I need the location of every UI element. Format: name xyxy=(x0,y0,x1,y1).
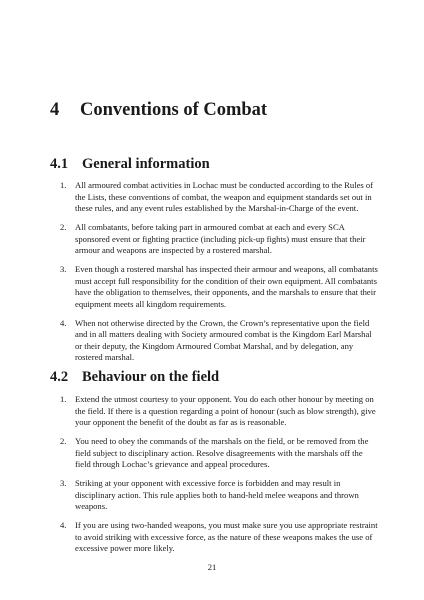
list-item xyxy=(50,478,380,513)
list-item-text: When not otherwise directed by the Crown, the Crown’s representative upon the field and in all matters dealing with Society armoured combat is the Kingdom Earl Marshal or their deputy, the Kingdom Armoured Combat Marshal, and by delegation, any rostered marshal. xyxy=(75,317,372,363)
list-item-marker: 1. xyxy=(60,180,67,190)
list-item-marker: 2. xyxy=(60,435,67,446)
list-item-text: Even though a rostered marshal has inspected their armour and weapons, all combatants must accept full responsibility for the condition of their own equipment. All combatants have the obligation to themselves, their opponents, and the marshals to ensure that their equipment meets all kingdom requirements. xyxy=(75,263,378,309)
section-title: Behaviour on the field xyxy=(82,369,220,385)
chapter-title: Conventions of Combat xyxy=(80,100,268,120)
list-item-marker: 2. xyxy=(60,221,67,232)
list-item xyxy=(50,180,380,215)
general-information-list xyxy=(50,180,380,371)
list-item-text: Striking at your opponent with excessive force is forbidden and may result in disciplinary action. This rule applies both to hand-held melee weapons and thrown weapons. xyxy=(75,477,359,512)
list-item-marker: 4. xyxy=(60,317,67,328)
list-item-text: If you are using two-handed weapons, you must make sure you use appropriate restraint to avoid striking with excessive force, as the nature of these weapons makes the use of excessive power more likely. xyxy=(75,519,378,554)
list-item-text: All armoured combat activities in Lochac must be conducted according to the Rules of the Lists, these conventions of combat, the weapon and equipment standards set out in these rules, and any event rules established by the Marshal-in-Charge of the event. xyxy=(75,180,374,214)
section-number: 4.1 xyxy=(50,156,69,172)
list-item-marker: 3. xyxy=(60,477,67,488)
section-number: 4.2 xyxy=(50,369,69,385)
list-item-text: All combatants, before taking part in armoured combat at each and every SCA sponsored event or fighting practice (including pick-up fights) must ensure that their armour and weapons are inspected by a rostered marshal. xyxy=(75,221,366,256)
chapter-number: 4 xyxy=(50,100,60,120)
list-item-marker: 1. xyxy=(60,394,67,404)
list-item-marker: 4. xyxy=(60,519,67,530)
list-item-marker: 3. xyxy=(60,263,67,274)
section-heading-behaviour-on-the-field xyxy=(50,369,219,386)
list-item xyxy=(50,520,380,555)
list-item xyxy=(50,436,380,471)
list-item xyxy=(50,264,380,310)
chapter-heading xyxy=(50,100,267,121)
list-item xyxy=(50,222,380,257)
list-item xyxy=(50,318,380,364)
list-item-text: You need to obey the commands of the marshals on the field, or be removed from the field subject to disciplinary action. Resolve disagreements with the marshals off the field through Lochac’s grievance and appeal procedures. xyxy=(75,435,369,470)
list-item xyxy=(50,394,380,429)
section-heading-general-information xyxy=(50,156,210,173)
list-item-text: Extend the utmost courtesy to your opponent. You do each other honour by meeting on the field. If there is a question regarding a point of honour (such as blow strength), give your opponent the benefit of the doubt as far as is reasonable. xyxy=(75,394,376,428)
section-title: General information xyxy=(82,156,210,172)
behaviour-on-the-field-list xyxy=(50,394,380,562)
page-number: 21 xyxy=(207,562,217,572)
